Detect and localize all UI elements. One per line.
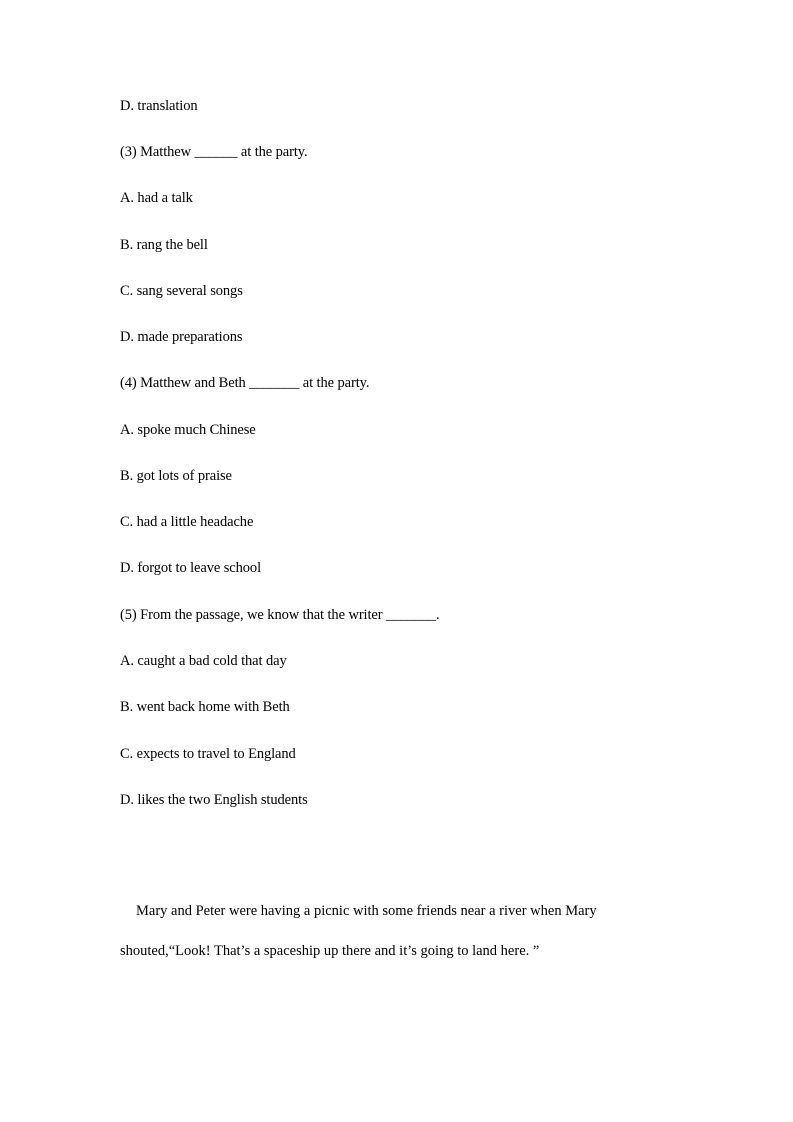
q2-option-d: D. translation — [120, 98, 198, 114]
q4-option-a: A. spoke much Chinese — [120, 422, 256, 438]
q4-option-c: C. had a little headache — [120, 514, 254, 530]
q5-option-b: B. went back home with Beth — [120, 699, 290, 715]
q5-option-d: D. likes the two English students — [120, 792, 308, 808]
q3-option-a: A. had a talk — [120, 190, 193, 206]
q3-question: (3) Matthew ______ at the party. — [120, 144, 308, 160]
q4-option-b: B. got lots of praise — [120, 468, 232, 484]
q3-option-d: D. made preparations — [120, 329, 243, 345]
passage-line-1: Mary and Peter were having a picnic with some friends near a river when Mary — [136, 903, 597, 919]
q4-question: (4) Matthew and Beth _______ at the party. — [120, 375, 370, 391]
q4-option-d: D. forgot to leave school — [120, 560, 261, 576]
q5-question: (5) From the passage, we know that the writer _______. — [120, 607, 440, 623]
passage-line-2: shouted,“Look! That’s a spaceship up there and it’s going to land here. ” — [120, 943, 540, 959]
q3-option-c: C. sang several songs — [120, 283, 243, 299]
q5-option-c: C. expects to travel to England — [120, 746, 296, 762]
q5-option-a: A. caught a bad cold that day — [120, 653, 287, 669]
q3-option-b: B. rang the bell — [120, 237, 208, 253]
